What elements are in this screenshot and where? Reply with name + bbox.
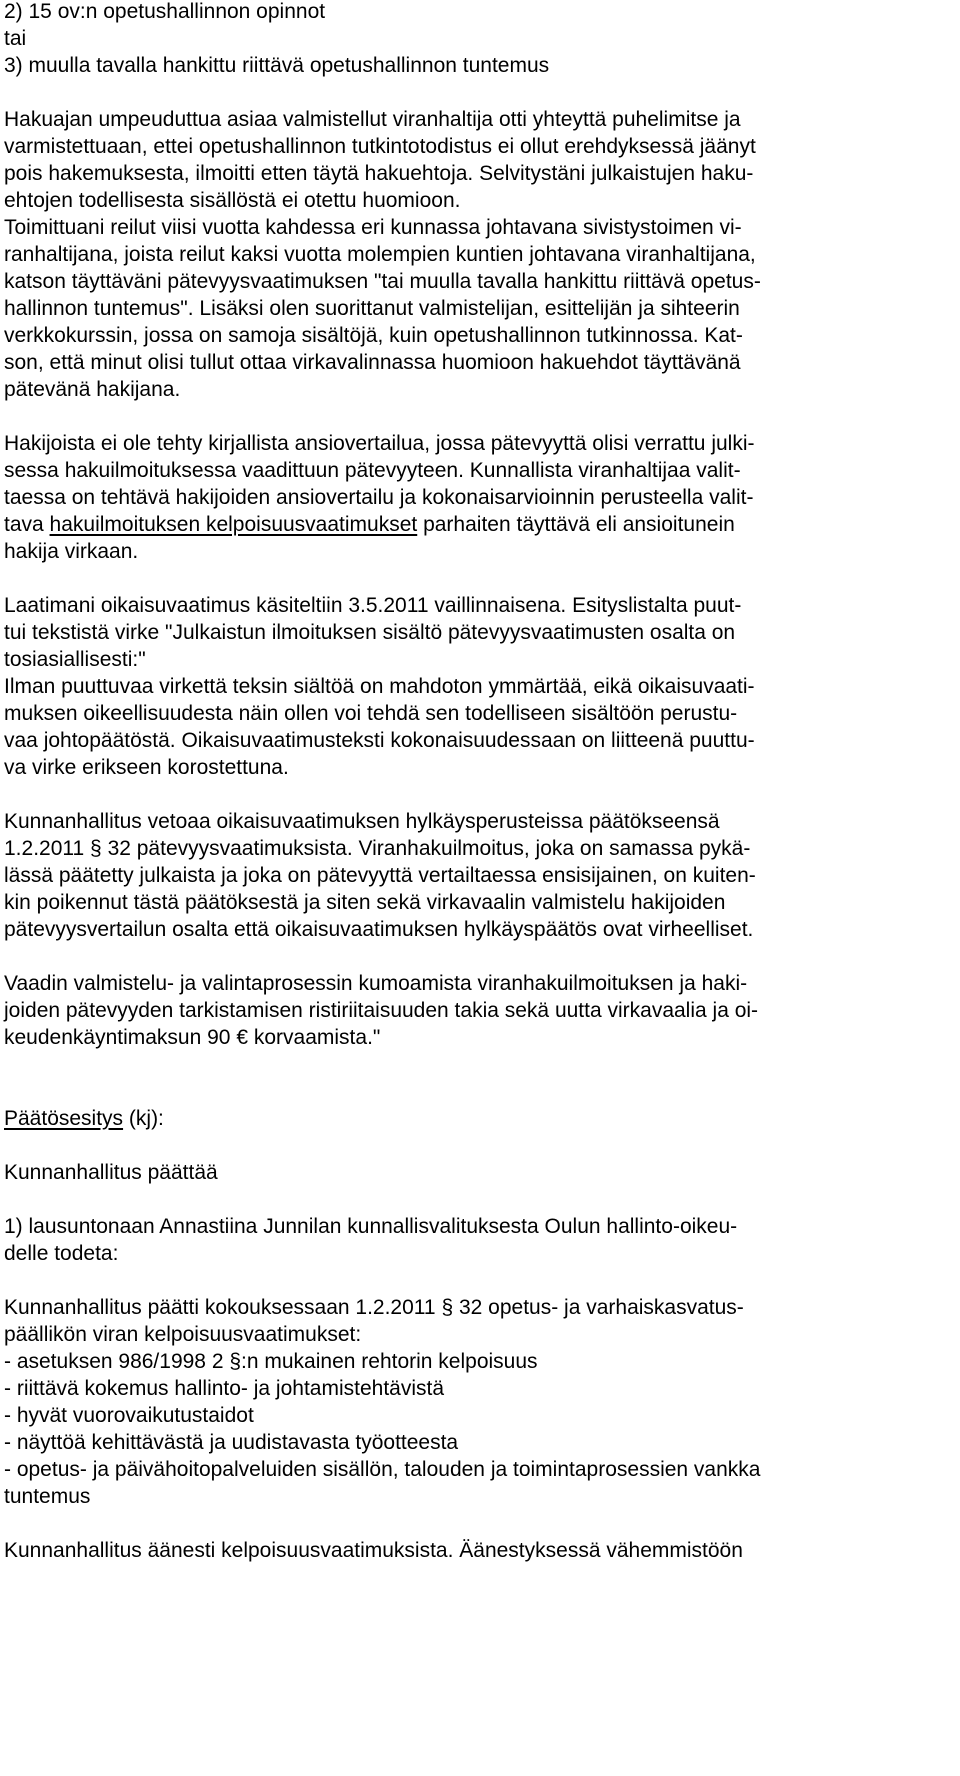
- text-line: [4, 1107, 164, 1133]
- text-segment: - asetuksen 986/1998 2: [4, 1350, 224, 1373]
- text-line: [4, 1026, 380, 1052]
- text-line: kin poikennut tästä päätöksestä ja siten sekä virkavaalin valmistelu hakijoiden: [4, 891, 726, 914]
- text-line: [4, 1296, 744, 1322]
- text-line: tui tekstistä virke "Julkaistun ilmoituksen sisältö pätevyysvaatimusten osalta on: [4, 621, 736, 644]
- text-line: hallinnon tuntemus". Lisäksi olen suorittanut valmistelijan, esittelijän ja sihteerin: [4, 297, 740, 320]
- text-segment: parhaiten täyttävä eli ansioitunein: [423, 513, 735, 536]
- text-line: Ilman puuttuvaa virkettä teksin siältöä on mahdoton ymmärtää, eikä oikaisuvaati-: [4, 675, 755, 698]
- text-segment: tava: [4, 513, 44, 536]
- text-line: ehtojen todellisesta sisällöstä ei otettu huomioon.: [4, 189, 461, 212]
- text-line: ranhaltijana, joista reilut kaksi vuotta molempien kuntien johtavana viranhaltijana,: [4, 243, 756, 266]
- text-line: sessa hakuilmoituksessa vaadittuun pätevyyteen. Kunnallista viranhaltijaa valit-: [4, 459, 741, 482]
- text-line: delle todeta:: [4, 1242, 119, 1265]
- text-line: hakija virkaan.: [4, 540, 139, 563]
- text-line: taessa on tehtävä hakijoiden ansiovertailu ja kokonaisarvioinnin perusteella valit-: [4, 486, 754, 509]
- text-line: lässä päätetty julkaista ja joka on pätevyyttä vertailtaessa ensisijainen, on kuiten-: [4, 864, 756, 887]
- text-segment: 1.2.2011: [4, 837, 85, 860]
- text-line: - hyvät vuorovaikutustaidot: [4, 1404, 254, 1427]
- text-line: Kunnanhallitus äänesti kelpoisuusvaatimuksista. Äänestyksessä vähemmistöön: [4, 1539, 743, 1562]
- text-line: - opetus- ja päivähoitopalveluiden sisällön, talouden ja toimintaprosessien vankka: [4, 1458, 761, 1481]
- text-line: pätevyysvertailun osalta että oikaisuvaatimuksen hylkäyspäätös ovat virheelliset.: [4, 918, 754, 941]
- underlined-requirements: hakuilmoituksen kelpoisuusvaatimukset: [49, 513, 418, 536]
- text-segment: korvaamista.": [253, 1026, 381, 1049]
- text-line: verkkokurssin, jossa on samoja sisältöjä, kuin opetushallinnon tutkinnossa. Kat-: [4, 324, 743, 347]
- text-line: päällikön viran kelpoisuusvaatimukset:: [4, 1323, 362, 1346]
- text-line: Hakijoista ei ole tehty kirjallista ansiovertailua, jossa pätevyyttä olisi verrattu julki-: [4, 432, 755, 455]
- section-sign: §: [229, 1350, 242, 1373]
- text-line: - riittävä kokemus hallinto- ja johtamistehtävistä: [4, 1377, 445, 1400]
- proposal-heading: Päätösesitys: [4, 1107, 124, 1130]
- text-line: Vaadin valmistelu- ja valintaprosessin kumoamista viranhakuilmoituksen ja haki-: [4, 972, 748, 995]
- text-line: [4, 1350, 538, 1376]
- text-segment: Kunnanhallitus päätti kokouksessaan 1.2.2011: [4, 1296, 436, 1319]
- text-segment: keudenkäyntimaksun 90: [4, 1026, 231, 1049]
- text-segment: 32 pätevyysvaatimuksista. Viranhakuilmoitus, joka on samassa pykä-: [107, 837, 751, 860]
- section-sign: §: [90, 837, 102, 860]
- text-line: tai: [4, 27, 27, 50]
- text-line: katson täyttäväni pätevyysvaatimuksen "tai muulla tavalla hankittu riittävä opetus-: [4, 270, 761, 293]
- text-line: pätevänä hakijana.: [4, 378, 181, 401]
- text-line: 3) muulla tavalla hankittu riittävä opetushallinnon tuntemus: [4, 54, 550, 77]
- text-line: Laatimani oikaisuvaatimus käsiteltiin 3.5.2011 vaillinnaisena. Esityslistalta puut-: [4, 594, 742, 617]
- text-line: Kunnanhallitus päättää: [4, 1161, 218, 1184]
- text-line: son, että minut olisi tullut ottaa virkavalinnassa huomioon hakuehdot täyttävänä: [4, 351, 741, 374]
- text-line: - näyttöä kehittävästä ja uudistavasta työotteesta: [4, 1431, 459, 1454]
- text-line: Kunnanhallitus vetoaa oikaisuvaatimuksen hylkäysperusteissa päätökseensä: [4, 810, 720, 833]
- text-segment: :n mukainen rehtorin kelpoisuus: [241, 1350, 538, 1373]
- text-line: Hakuajan umpeuduttua asiaa valmistellut viranhaltija otti yhteyttä puhelimitse ja: [4, 108, 741, 131]
- text-line: tosiasiallisesti:": [4, 648, 146, 671]
- text-segment: 32 opetus- ja varhaiskasvatus-: [458, 1296, 744, 1319]
- section-sign: §: [441, 1296, 454, 1319]
- text-line: varmistettuaan, ettei opetushallinnon tutkintotodistus ei ollut erehdyksessä jäänyt: [4, 135, 756, 158]
- text-line: 1) lausuntonaan Annastiina Junnilan kunnallisvalituksesta Oulun hallinto-oikeu-: [4, 1215, 738, 1238]
- text-segment: (kj):: [128, 1107, 164, 1130]
- text-line: va virke erikseen korostettuna.: [4, 756, 289, 779]
- text-line: pois hakemuksesta, ilmoitti etten täytä hakuehtoja. Selvitystäni julkaistujen haku-: [4, 162, 754, 185]
- text-line: muksen oikeellisuudesta näin ollen voi tehdä sen todelliseen sisältöön perustu-: [4, 702, 738, 725]
- text-line: tuntemus: [4, 1485, 91, 1508]
- euro-sign: €: [236, 1026, 249, 1049]
- text-line: 2) 15 ov:n opetushallinnon opinnot: [4, 0, 326, 23]
- text-line: vaa johtopäätöstä. Oikaisuvaatimusteksti kokonaisuudessaan on liitteenä puuttu-: [4, 729, 755, 752]
- text-line: Toimittuani reilut viisi vuotta kahdessa eri kunnassa johtavana sivistystoimen vi-: [4, 216, 742, 239]
- text-line: [4, 513, 735, 539]
- text-line: joiden pätevyyden tarkistamisen ristiriitaisuuden takia sekä uutta virkavaalia ja oi-: [4, 999, 759, 1022]
- text-line: [4, 837, 750, 863]
